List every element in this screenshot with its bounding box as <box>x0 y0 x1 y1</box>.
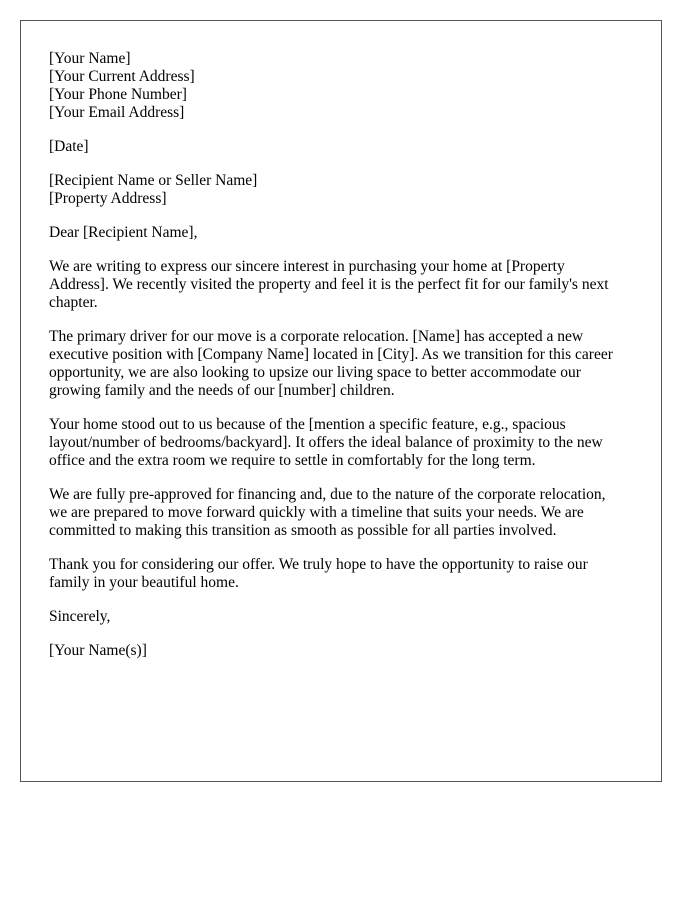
sender-email: [Your Email Address] <box>49 104 185 121</box>
body-paragraph <box>49 328 613 400</box>
paragraph-line: We are fully pre-approved for financing and, due to the nature of the corporate relocation, <box>49 486 606 503</box>
paragraph-line: Your home stood out to us because of the [mention a specific feature, e.g., spacious <box>49 416 566 433</box>
paragraph-line: office and the extra room we require to settle in comfortably for the long term. <box>49 452 536 469</box>
body-paragraph <box>49 486 613 540</box>
body-paragraph <box>49 416 613 470</box>
paragraph-line: family in your beautiful home. <box>49 574 239 591</box>
sender-block <box>49 50 613 122</box>
paragraph-line: growing family and the needs of our [number] children. <box>49 382 395 399</box>
paragraph-line: chapter. <box>49 294 98 311</box>
letter-page <box>20 20 662 782</box>
paragraph-line: The primary driver for our move is a corporate relocation. [Name] has accepted a new <box>49 328 584 345</box>
paragraph-line: committed to making this transition as smooth as possible for all parties involved. <box>49 522 557 539</box>
body-paragraph <box>49 258 613 312</box>
signature <box>49 642 613 660</box>
paragraph-line: layout/number of bedrooms/backyard]. It offers the ideal balance of proximity to the new <box>49 434 603 451</box>
body-paragraph <box>49 556 613 592</box>
recipient-name: [Recipient Name or Seller Name] <box>49 172 258 189</box>
letter-body <box>49 258 613 592</box>
sender-phone: [Your Phone Number] <box>49 86 187 103</box>
paragraph-line: Thank you for considering our offer. We truly hope to have the opportunity to raise our <box>49 556 588 573</box>
date-text: [Date] <box>49 138 89 155</box>
date <box>49 138 613 156</box>
closing <box>49 608 613 626</box>
paragraph-line: executive position with [Company Name] located in [City]. As we transition for this career <box>49 346 613 363</box>
sender-name: [Your Name] <box>49 50 131 67</box>
salutation-text: Dear [Recipient Name], <box>49 224 198 241</box>
closing-text: Sincerely, <box>49 608 111 625</box>
letter-content <box>49 50 613 676</box>
paragraph-line: Address]. We recently visited the property and feel it is the perfect fit for our family's next <box>49 276 609 293</box>
paragraph-line: We are writing to express our sincere interest in purchasing your home at [Property <box>49 258 565 275</box>
property-address: [Property Address] <box>49 190 167 207</box>
sender-address: [Your Current Address] <box>49 68 195 85</box>
salutation <box>49 224 613 242</box>
recipient-block <box>49 172 613 208</box>
paragraph-line: we are prepared to move forward quickly with a timeline that suits your needs. We are <box>49 504 584 521</box>
signature-text: [Your Name(s)] <box>49 642 147 659</box>
paragraph-line: opportunity, we are also looking to upsize our living space to better accommodate our <box>49 364 581 381</box>
